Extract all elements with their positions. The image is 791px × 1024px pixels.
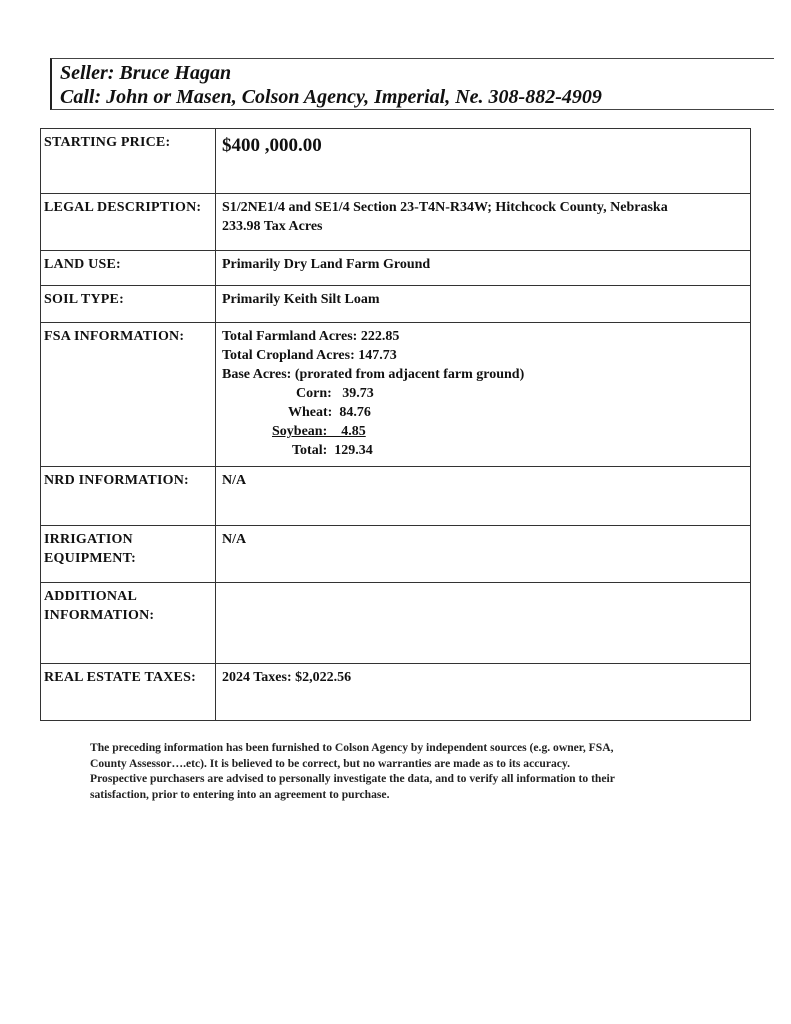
seller-line: Seller: Bruce Hagan [60, 62, 232, 84]
table-row [41, 286, 751, 323]
nrd-information-label: NRD INFORMATION: [41, 467, 216, 526]
legal-description-cell [216, 194, 751, 251]
base-acres-soybean-row [222, 422, 744, 441]
fsa-information-label: FSA INFORMATION: [41, 323, 216, 467]
disclaimer-line3: Prospective purchasers are advised to personally investigate the data, and to verify all information to their [90, 772, 615, 785]
irrigation-equipment-value: N/A [216, 526, 751, 583]
disclaimer-line1: The preceding information has been furnished to Colson Agency by independent sources (e.g. owner, FSA, [90, 741, 614, 754]
irrigation-label-line2: EQUIPMENT: [44, 551, 136, 566]
fsa-cropland-acres: Total Cropland Acres: 147.73 [222, 348, 397, 363]
table-row [41, 664, 751, 721]
disclaimer [90, 740, 710, 802]
listing-header [50, 58, 774, 110]
additional-information-label [41, 583, 216, 664]
additional-label-line2: INFORMATION: [44, 608, 155, 623]
base-acres-list [222, 384, 744, 460]
real-estate-taxes-label: REAL ESTATE TAXES: [41, 664, 216, 721]
real-estate-taxes-value: 2024 Taxes: $2,022.56 [216, 664, 751, 721]
table-row [41, 251, 751, 286]
base-acres-wheat: Wheat: 84.76 [288, 405, 371, 420]
table-row [41, 129, 751, 194]
fsa-information-cell [216, 323, 751, 467]
table-row [41, 323, 751, 467]
legal-description-label: LEGAL DESCRIPTION: [41, 194, 216, 251]
land-use-label: LAND USE: [41, 251, 216, 286]
base-acres-soybean: Soybean: 4.85 [272, 424, 366, 439]
soil-type-value: Primarily Keith Silt Loam [216, 286, 751, 323]
disclaimer-line2: County Assessor….etc). It is believed to be correct, but no warranties are made as to its accuracy. [90, 756, 570, 770]
starting-price-value: $400 ,000.00 [222, 135, 322, 156]
table-row [41, 194, 751, 251]
legal-description-line1: S1/2NE1/4 and SE1/4 Section 23-T4N-R34W; Hitchcock County, Nebraska [222, 200, 668, 215]
fsa-base-acres: Base Acres: (prorated from adjacent farm ground) [222, 367, 525, 382]
additional-information-value [216, 583, 751, 664]
nrd-information-value: N/A [216, 467, 751, 526]
legal-description-line2: 233.98 Tax Acres [222, 219, 323, 234]
starting-price-cell [216, 129, 751, 194]
starting-price-label: STARTING PRICE: [41, 129, 216, 194]
additional-label-line1: ADDITIONAL [44, 589, 138, 604]
irrigation-label-line1: IRRIGATION [44, 532, 133, 547]
base-acres-total: Total: 129.34 [292, 443, 373, 458]
contact-line: Call: John or Masen, Colson Agency, Imperial, Ne. 308-882-4909 [60, 86, 602, 108]
land-use-value: Primarily Dry Land Farm Ground [216, 251, 751, 286]
fsa-farmland-acres: Total Farmland Acres: 222.85 [222, 329, 400, 344]
table-row [41, 526, 751, 583]
base-acres-corn: Corn: 39.73 [296, 386, 374, 401]
table-row [41, 583, 751, 664]
soil-type-label: SOIL TYPE: [41, 286, 216, 323]
disclaimer-line4: satisfaction, prior to entering into an agreement to purchase. [90, 787, 390, 801]
property-info-table [40, 128, 751, 721]
table-row [41, 467, 751, 526]
irrigation-equipment-label [41, 526, 216, 583]
